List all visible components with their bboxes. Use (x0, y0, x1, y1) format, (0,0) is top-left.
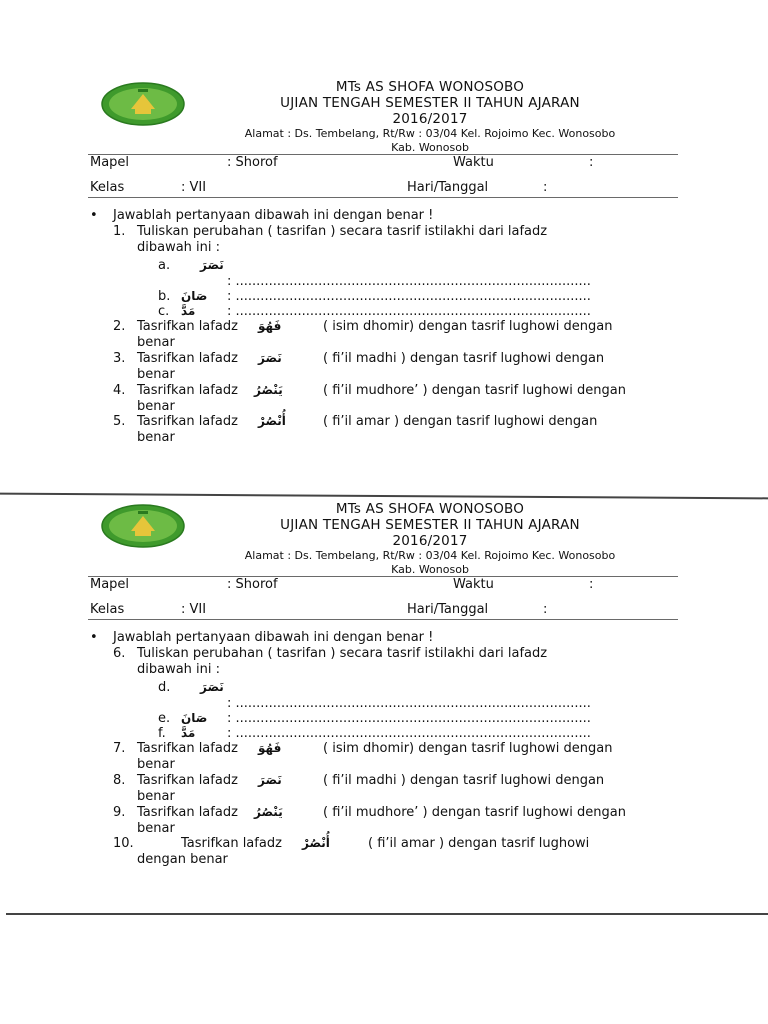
answer-dots: : ...................................................................................... (227, 711, 591, 726)
waktu-label: Waktu (453, 577, 494, 592)
waktu-colon: : (589, 155, 594, 170)
exam-sheet-1 (0, 74, 768, 474)
question-text: Tuliskan perubahan ( tasrifan ) secara tasrif istilakhi dari lafadz (137, 224, 548, 239)
question-number: 2. (113, 319, 126, 334)
mapel-label: Mapel (90, 577, 130, 592)
arabic-word: نَصَرَ (258, 773, 282, 787)
question-text: Tasrifkan lafadz (137, 805, 238, 820)
exam-year: 2016/2017 (392, 533, 468, 549)
instruction: Jawablah pertanyaan dibawah ini dengan benar ! (113, 630, 434, 645)
arabic-word: يَنْصُرُ (254, 383, 283, 397)
question-number: 3. (113, 351, 126, 366)
arabic-word: صَانَ (181, 289, 208, 303)
waktu-colon: : (589, 577, 594, 592)
school-name: MTs AS SHOFA WONOSOBO (335, 79, 525, 95)
sub-label: d. (158, 680, 171, 695)
arabic-word: فَهُوَ (258, 741, 282, 755)
question-text: ( isim dhomir) dengan tasrif lughowi dengan (323, 741, 613, 756)
question-text-cont: benar (137, 789, 175, 804)
header-rule-bottom (88, 197, 678, 198)
sub-label: f. (158, 726, 166, 741)
question-text-cont: dengan benar (137, 852, 228, 867)
hari-colon: : (543, 180, 548, 195)
sub-label: b. (158, 289, 171, 304)
question-text-cont: benar (137, 399, 175, 414)
question-text: Tasrifkan lafadz (181, 836, 282, 851)
cut-line (6, 913, 768, 915)
kelas-label: Kelas (90, 602, 125, 617)
arabic-word: نَصَرَ (200, 680, 224, 694)
school-logo-icon (100, 502, 186, 550)
arabic-word: نَصَرَ (200, 258, 224, 272)
question-number: 4. (113, 383, 126, 398)
arabic-word: نَصَرَ (258, 351, 282, 365)
question-text: ( fi’il madhi ) dengan tasrif lughowi dengan (323, 773, 605, 788)
question-text-cont: benar (137, 430, 175, 445)
hari-label: Hari/Tanggal (407, 180, 489, 195)
arabic-word: أُنْصُرْ (258, 414, 286, 428)
question-text: Tasrifkan lafadz (137, 741, 238, 756)
question-text: ( fi’il amar ) dengan tasrif lughowi dengan (323, 414, 598, 429)
question-text-cont: benar (137, 821, 175, 836)
mapel-label: Mapel (90, 155, 130, 170)
exam-year: 2016/2017 (392, 111, 468, 127)
answer-dots: : ...................................................................................... (227, 304, 591, 319)
arabic-word: صَانَ (181, 711, 208, 725)
exam-title: UJIAN TENGAH SEMESTER II TAHUN AJARAN (280, 517, 580, 533)
school-logo-icon (100, 80, 186, 128)
question-text-cont: benar (137, 757, 175, 772)
kelas-label: Kelas (90, 180, 125, 195)
question-text: ( isim dhomir) dengan tasrif lughowi dengan (323, 319, 613, 334)
question-text: Tasrifkan lafadz (137, 319, 238, 334)
exam-title: UJIAN TENGAH SEMESTER II TAHUN AJARAN (280, 95, 580, 111)
question-text-cont: benar (137, 335, 175, 350)
question-number: 6. (113, 646, 126, 661)
address-line-2: Kab. Wonosob (391, 563, 469, 576)
exam-sheet-2 (0, 496, 768, 896)
waktu-label: Waktu (453, 155, 494, 170)
arabic-word: يَنْصُرُ (254, 805, 283, 819)
bullet: • (90, 208, 98, 223)
question-text: ( fi’il amar ) dengan tasrif lughowi (368, 836, 590, 851)
answer-dots: : ...................................................................................... (227, 289, 591, 304)
question-text: Tasrifkan lafadz (137, 773, 238, 788)
question-number: 5. (113, 414, 126, 429)
header-rule-bottom (88, 619, 678, 620)
sub-label: a. (158, 258, 171, 273)
kelas-value: : VII (181, 602, 207, 617)
question-text: Tuliskan perubahan ( tasrifan ) secara tasrif istilakhi dari lafadz (137, 646, 548, 661)
arabic-word: مَدَّ (181, 304, 196, 318)
school-name: MTs AS SHOFA WONOSOBO (335, 501, 525, 517)
address-line-1: Alamat : Ds. Tembelang, Rt/Rw : 03/04 Kel. Rojoimo Kec. Wonosobo (244, 549, 616, 562)
question-text: Tasrifkan lafadz (137, 351, 238, 366)
answer-dots: : ...................................................................................... (227, 696, 591, 711)
hari-colon: : (543, 602, 548, 617)
instruction: Jawablah pertanyaan dibawah ini dengan benar ! (113, 208, 434, 223)
address-line-2: Kab. Wonosob (391, 141, 469, 154)
answer-dots: : ...................................................................................... (227, 274, 591, 289)
mapel-value: : Shorof (227, 577, 278, 592)
hari-label: Hari/Tanggal (407, 602, 489, 617)
arabic-word: أُنْصُرْ (302, 836, 330, 850)
arabic-word: مَدَّ (181, 726, 196, 740)
question-number: 9. (113, 805, 126, 820)
bullet: • (90, 630, 98, 645)
question-text: ( fi’il madhi ) dengan tasrif lughowi dengan (323, 351, 605, 366)
question-text: Tasrifkan lafadz (137, 383, 238, 398)
answer-dots: : ...................................................................................... (227, 726, 591, 741)
question-text-cont: benar (137, 367, 175, 382)
question-text: Tasrifkan lafadz (137, 414, 238, 429)
question-number: 10. (113, 836, 134, 851)
question-text: ( fi’il mudhore’ ) dengan tasrif lughowi dengan (323, 805, 626, 820)
kelas-value: : VII (181, 180, 207, 195)
question-text-cont: dibawah ini : (137, 662, 221, 677)
arabic-word: فَهُوَ (258, 319, 282, 333)
address-line-1: Alamat : Ds. Tembelang, Rt/Rw : 03/04 Kel. Rojoimo Kec. Wonosobo (244, 127, 616, 140)
question-number: 7. (113, 741, 126, 756)
mapel-value: : Shorof (227, 155, 278, 170)
question-number: 1. (113, 224, 126, 239)
question-text: ( fi’il mudhore’ ) dengan tasrif lughowi dengan (323, 383, 626, 398)
sub-label: e. (158, 711, 171, 726)
question-number: 8. (113, 773, 126, 788)
question-text-cont: dibawah ini : (137, 240, 221, 255)
sub-label: c. (158, 304, 170, 319)
